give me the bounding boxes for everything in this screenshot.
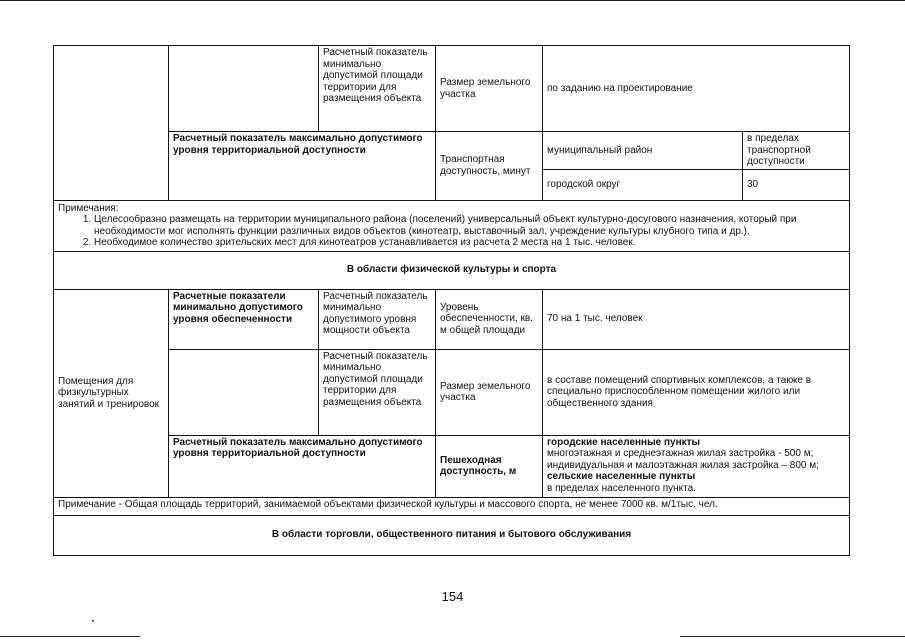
rural-line: в пределах населенного пункта. [547, 482, 696, 494]
indicator-type-cell: Расчетный показатель минимально допустимой площади территории для размещения объекта [319, 349, 436, 435]
table-row [54, 435, 850, 497]
unit-cell: Размер земельного участка [436, 46, 543, 132]
unit-cell: Уровень обеспеченности, кв. м общей площади [436, 289, 543, 349]
table-row [54, 349, 850, 435]
urban-line: индивидуальная и малоэтажная жилая застройка – 800 м; [547, 459, 819, 471]
area-value-cell: 30 [743, 169, 850, 200]
value-cell: в составе помещений спортивных комплексов, а также в специально приспособленном помещении жилого или общественного здания [543, 349, 850, 435]
table-row [54, 515, 850, 555]
access-unit-cell: Транспортная доступность, минут [436, 132, 543, 201]
area-value-cell: в пределах транспортной доступности [743, 132, 850, 170]
scan-speck [92, 620, 94, 622]
page-number: 154 [441, 589, 464, 604]
access-unit-cell: Пешеходная доступность, м [436, 435, 543, 497]
empty-object-cell [54, 46, 169, 201]
access-label-cell: Расчетный показатель максимально допустимого уровня территориальной доступности [169, 132, 436, 201]
value-cell: 70 на 1 тыс. человек [543, 289, 850, 349]
standards-table [53, 45, 850, 556]
area-name-cell: муниципальный район [543, 132, 743, 170]
unit-cell: Размер земельного участка [436, 349, 543, 435]
table-row [54, 289, 850, 349]
note-cell: Примечание - Общая площадь территорий, занимаемой объектами физической культуры и массового спорта, не менее 7000 кв. м/1тыс. чел. [54, 497, 850, 515]
provision-label-cell: Расчетные показатели минимально допустимого уровня обеспеченности [169, 289, 319, 349]
notes-cell [54, 200, 850, 251]
access-value-cell [543, 435, 850, 497]
note-item: 1. Целесообразно размещать на территории муниципального района (поселений) универсальный объект культурно-досугового назначения, который при необходимости мог исполнять функции различных видов объектов (кинотеатр, выставочный зал, учреждение культуры клубного типа и др.). [94, 214, 845, 237]
empty-category-cell [169, 46, 319, 132]
table-row [54, 251, 850, 289]
section-heading: В области физической культуры и спорта [54, 251, 850, 289]
empty-category-cell [169, 349, 319, 435]
rural-title: сельские населенные пункты [547, 471, 696, 482]
object-cell: Помещения для физкультурных занятий и тренировок [54, 289, 169, 497]
indicator-type-cell: Расчетный показатель минимально допустимой площади территории для размещения объекта [319, 46, 436, 132]
urban-title: городские населенные пункты [547, 436, 701, 448]
scan-edge-top [0, 0, 905, 1]
access-label-cell: Расчетный показатель максимально допустимого уровня территориальной доступности [169, 435, 436, 497]
scan-edge-bottom-left [0, 636, 140, 637]
table-row [54, 497, 850, 515]
notes-list [58, 214, 845, 249]
table-row [54, 200, 850, 251]
table-row [54, 132, 850, 170]
notes-title: Примечания: [58, 202, 119, 214]
table-row [54, 46, 850, 132]
urban-line: многоэтажная и среднеэтажная жилая застройка - 500 м; [547, 448, 814, 459]
scan-edge-bottom-right [680, 636, 905, 637]
value-cell: по заданию на проектирование [543, 46, 850, 132]
section-heading: В области торговли, общественного питания и бытового обслуживания [54, 515, 850, 555]
note-item: 2. Необходимое количество зрительских мест для кинотеатров устанавливается из расчета 2 места на 1 тыс. человек. [94, 237, 845, 249]
area-name-cell: городской округ [543, 169, 743, 200]
indicator-type-cell: Расчетный показатель минимально допустимого уровня мощности объекта [319, 289, 436, 349]
